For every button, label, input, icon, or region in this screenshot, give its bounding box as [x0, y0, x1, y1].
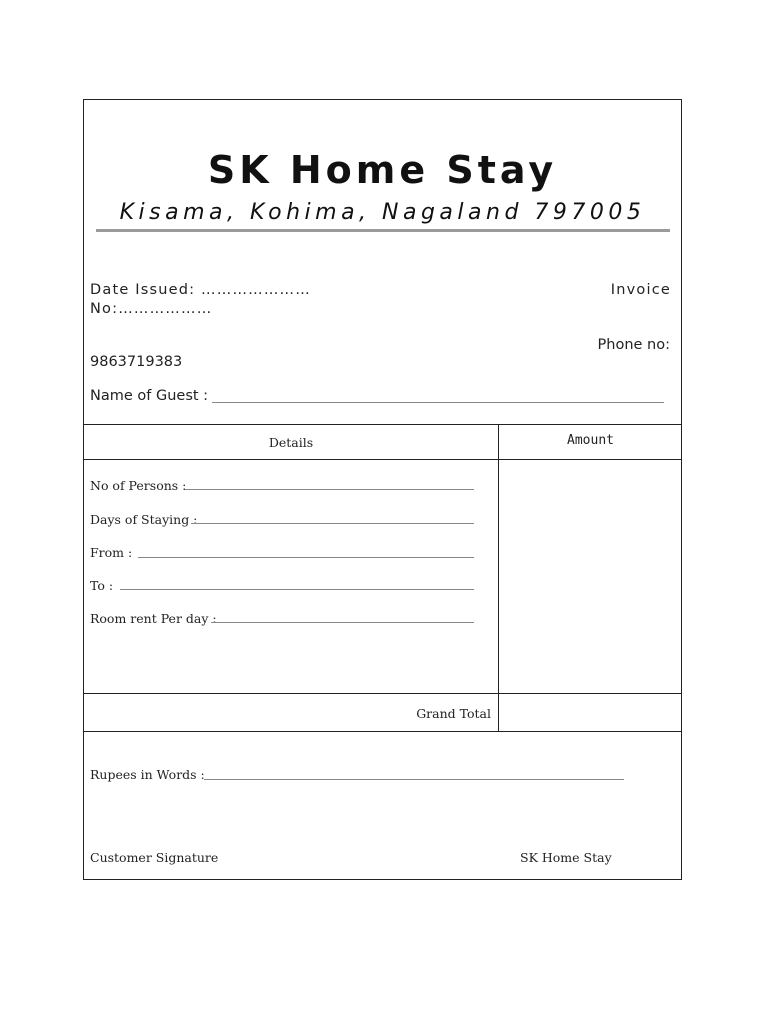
table-body-border	[84, 693, 681, 694]
guest-name-label: Name of Guest :	[90, 388, 209, 404]
business-title: SK Home Stay	[207, 148, 558, 192]
to-date-field[interactable]	[120, 589, 474, 590]
grand-total-label: Grand Total	[416, 706, 491, 721]
persons-label: No of Persons :	[90, 478, 187, 493]
invoice-form	[83, 99, 682, 880]
customer-signature-label: Customer Signature	[90, 850, 219, 865]
days-staying-label: Days of Staying :	[90, 512, 198, 527]
date-issued-label: Date Issued: …………………	[90, 282, 311, 298]
room-rent-field[interactable]	[211, 622, 474, 623]
header-divider	[96, 229, 670, 232]
persons-field[interactable]	[185, 489, 474, 490]
amount-column-header: Amount	[567, 433, 614, 448]
business-address: Kisama, Kohima, Nagaland 797005	[119, 200, 646, 225]
details-column-header: Details	[268, 435, 314, 450]
days-staying-field[interactable]	[191, 523, 474, 524]
invoice-number-label: No:………………	[90, 301, 213, 317]
invoice-label: Invoice	[610, 282, 671, 298]
rupees-in-words-field[interactable]	[204, 779, 624, 780]
from-date-field[interactable]	[138, 557, 474, 558]
rupees-in-words-label: Rupees in Words :	[90, 767, 205, 782]
business-signature-label: SK Home Stay	[520, 850, 612, 865]
phone-label: Phone no:	[597, 337, 670, 353]
from-date-label: From :	[90, 545, 133, 560]
table-header-border	[84, 459, 681, 460]
column-divider	[498, 424, 499, 731]
guest-name-field[interactable]	[212, 402, 664, 403]
room-rent-label: Room rent Per day :	[90, 611, 217, 626]
table-top-border	[84, 424, 681, 425]
table-bottom-border	[84, 731, 681, 732]
to-date-label: To :	[90, 578, 114, 593]
phone-number: 9863719383	[90, 354, 183, 370]
